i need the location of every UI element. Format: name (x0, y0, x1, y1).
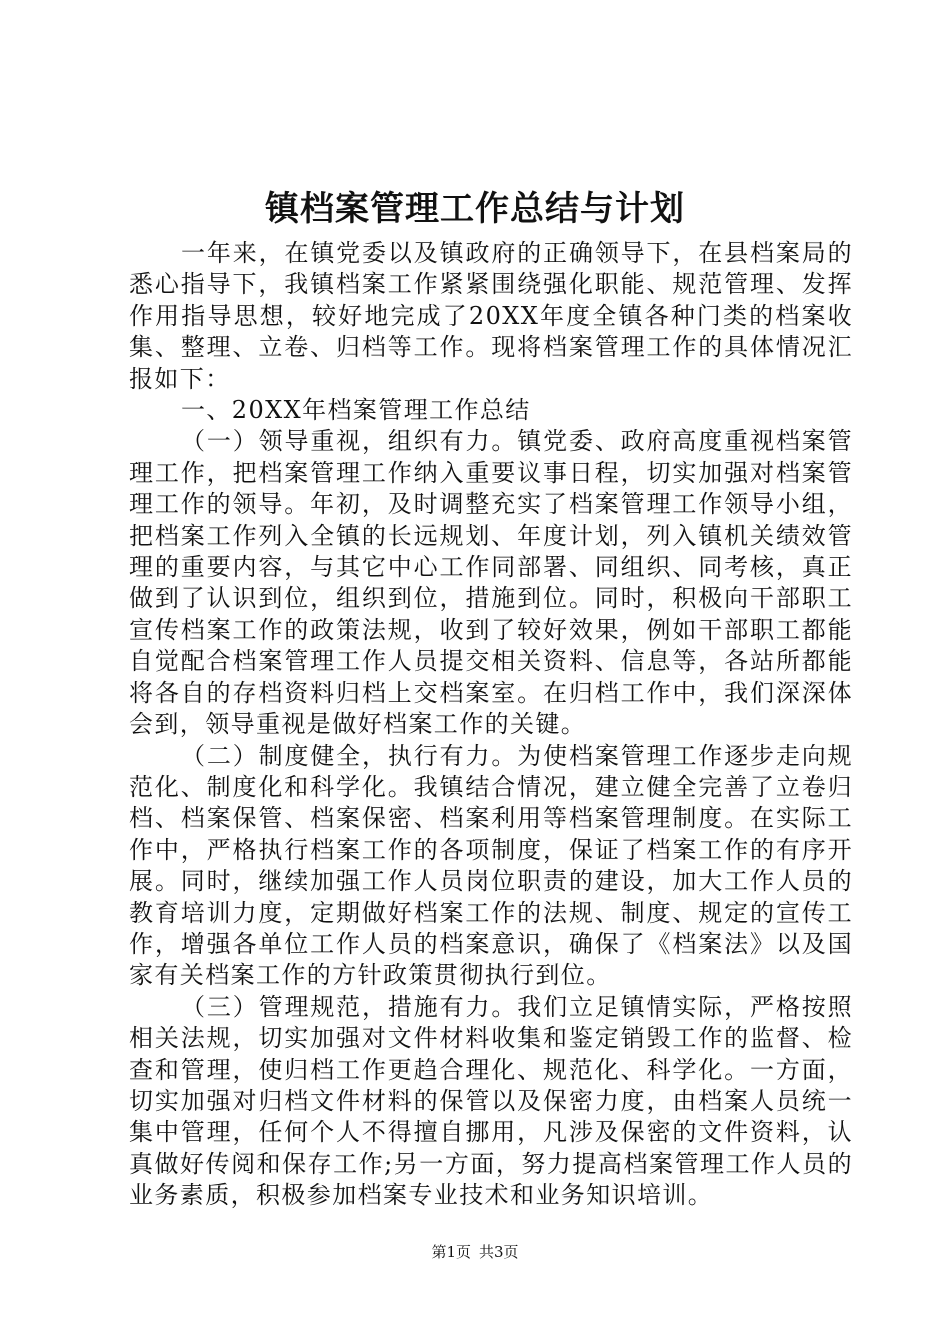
paragraph-leadership: （一）领导重视，组织有力。镇党委、政府高度重视档案管理工作，把档案管理工作纳入重要议事日程，切实加强对档案管理工作的领导。年初，及时调整充实了档案管理工作领导小组，把档案工作列入全镇的长远规划、年度计划，列入镇机关绩效管理的重要内容，与其它中心工作同部署、同组织、同考核，真正做到了认识到位，组织到位，措施到位。同时，积极向干部职工宣传档案工作的政策法规，收到了较好效果，例如干部职工都能自觉配合档案管理工作人员提交相关资料、信息等，各站所都能将各自的存档资料归档上交档案室。在归档工作中，我们深深体会到，领导重视是做好档案工作的关键。 (129, 427, 853, 739)
page-number: 第1页 (431, 1243, 471, 1261)
intro-paragraph: 一年来，在镇党委以及镇政府的正确领导下，在县档案局的悉心指导下，我镇档案工作紧紧围绕强化职能、规范管理、发挥作用指导思想，较好地完成了20XX年度全镇各种门类的档案收集、整理、立卷、归档等工作。现将档案管理工作的具体情况汇报如下： (129, 239, 853, 393)
section-heading: 一、20XX年档案管理工作总结 (181, 396, 531, 425)
paragraph-system: （二）制度健全，执行有力。为使档案管理工作逐步走向规范化、制度化和科学化。我镇结合情况，建立健全完善了立卷归档、档案保管、档案保密、档案利用等档案管理制度。在实际工作中，严格执行档案工作的各项制度，保证了档案工作的有序开展。同时，继续加强工作人员岗位职责的建设，加大工作人员的教育培训力度，定期做好档案工作的法规、制度、规定的宣传工作，增强各单位工作人员的档案意识，确保了《档案法》以及国家有关档案工作的方针政策贯彻执行到位。 (129, 741, 853, 990)
paragraph-management: （三）管理规范，措施有力。我们立足镇情实际，严格按照相关法规，切实加强对文件材料收集和鉴定销毁工作的监督、检查和管理，使归档工作更趋合理化、规范化、科学化。一方面，切实加强对归档文件材料的保管以及保密力度，由档案人员统一集中管理，任何个人不得擅自挪用，凡涉及保密的文件资料，认真做好传阅和保存工作;另一方面，努力提高档案管理工作人员的业务素质，积极参加档案专业技术和业务知识培训。 (129, 992, 853, 1210)
page-footer (0, 1241, 950, 1263)
document-body (129, 238, 853, 1212)
page-total: 共3页 (479, 1243, 519, 1261)
document-title: 镇档案管理工作总结与计划 (265, 189, 685, 229)
